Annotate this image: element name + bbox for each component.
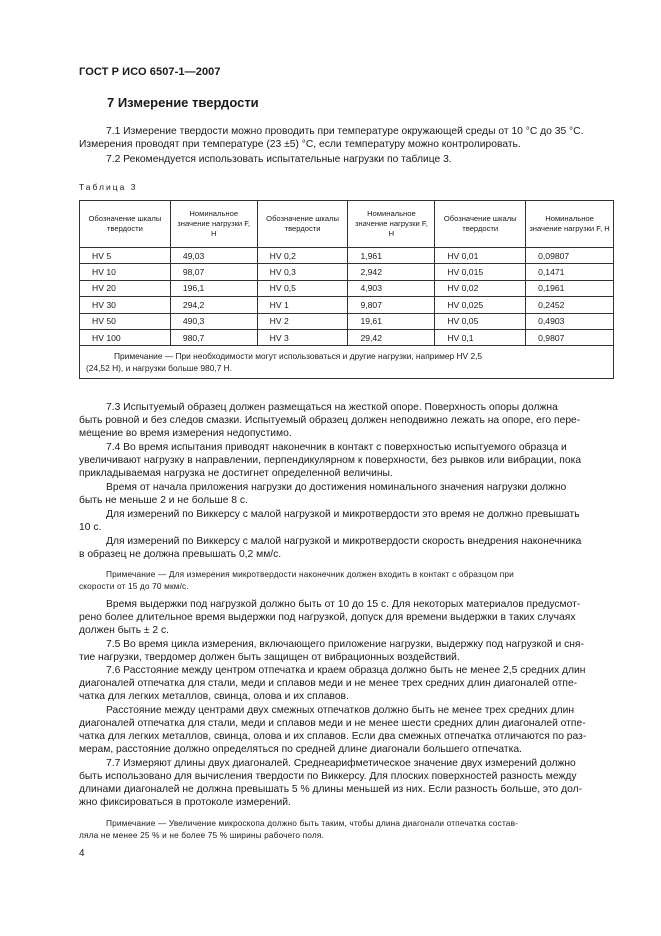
note-microhardness: Примечание — Для измерения микротвердости наконечник должен входить в контакт с образцом при скорости от 15 до 70 мкм/с. <box>79 569 514 591</box>
paragraph-7-6: 7.6 Расстояние между центром отпечатка и краем образца должно быть не менее 2,5 средних длин диагоналей отпечатка для стали, меди и сплавов меди и не менее трех средних длин диагоналей отпе- чатка для легких металлов, свинца, олова и их сплавов. <box>79 665 586 702</box>
table-cell: HV 10 <box>80 264 171 280</box>
table-cell: HV 1 <box>257 297 348 313</box>
table-cell: HV 0,5 <box>257 280 348 296</box>
table-cell: 0,1471 <box>526 264 614 280</box>
table-cell: 0,9807 <box>526 329 614 345</box>
col-header: Номинальное значение нагрузки F, Н <box>170 201 257 248</box>
table-cell: HV 0,2 <box>257 248 348 264</box>
table-cell: 0,4903 <box>526 313 614 329</box>
paragraph-7-3: 7.3 Испытуемый образец должен размещаться на жесткой опоре. Поверхность опоры должна быть ровной и без следов смазки. Испытуемый образец должен неподвижно лежать на опоре, его пере- мещение во время измерения недопустимо. <box>79 402 581 439</box>
col-header: Обозначение шкалы твердости <box>80 201 171 248</box>
col-header: Номинальное значение нагрузки F, Н <box>348 201 435 248</box>
paragraph-7-4-low-load: Для измерений по Виккерсу с малой нагрузкой и микротвердости это время не должно превышать 10 с. <box>79 509 580 533</box>
paragraph-7-1: 7.1 Измерение твердости можно проводить при температуре окружающей среды от 10 °С до 35 °С. Измерения проводят при температуре (23 ±5) °С, если температуру можно контролировать. <box>79 126 584 150</box>
paragraph-7-2: 7.2 Рекомендуется использовать испытательные нагрузки по таблице 3. <box>106 154 452 165</box>
table-cell: 196,1 <box>170 280 257 296</box>
table-note-row <box>80 346 614 379</box>
table-cell: HV 0,05 <box>435 313 526 329</box>
note-microscope: Примечание — Увеличение микроскопа должно быть таким, чтобы длина диагонали отпечатка состав- ляла не менее 25 % и не более 75 % ширины рабочего поля. <box>79 818 519 840</box>
table-cell: HV 30 <box>80 297 171 313</box>
table-cell: 49,03 <box>170 248 257 264</box>
table-cell: 980,7 <box>170 329 257 345</box>
table-cell: 0,09807 <box>526 248 614 264</box>
table-cell: HV 0,3 <box>257 264 348 280</box>
table-cell: 294,2 <box>170 297 257 313</box>
col-header: Обозначение шкалы твердости <box>257 201 348 248</box>
table-row <box>80 264 614 280</box>
loads-table <box>79 200 614 379</box>
table-cell: HV 100 <box>80 329 171 345</box>
section-title: 7 Измерение твердости <box>107 95 259 110</box>
paragraph-7-4-speed: Для измерений по Виккерсу с малой нагрузкой и микротвердости скорость внедрения наконечника в образец не должна превышать 0,2 мм/с. <box>79 536 582 560</box>
table-row <box>80 329 614 345</box>
table-header-row <box>80 201 614 248</box>
paragraph-7-4: 7.4 Во время испытания приводят наконечник в контакт с поверхностью испытуемого образца и увеличивают нагрузку в направлении, перпендикулярном к поверхности, без рывков или вибрации, пока прикладываемая нагрузка не достигнет определенной величины. <box>79 442 582 479</box>
paragraph-7-4-time: Время от начала приложения нагрузки до достижения номинального значения нагрузки должно быть не меньше 2 и не больше 8 с. <box>79 482 567 506</box>
table-cell: 1,961 <box>348 248 435 264</box>
table-cell: 9,807 <box>348 297 435 313</box>
table-cell: 4,903 <box>348 280 435 296</box>
table-cell: HV 5 <box>80 248 171 264</box>
page-number: 4 <box>79 848 85 859</box>
table-row <box>80 297 614 313</box>
paragraph-7-7: 7.7 Измеряют длины двух диагоналей. Среднеарифметическое значение двух измерений должно быть использовано для вычисления твердости по Виккерсу. Для плоских поверхностей разность между длинами диагоналей не должна превышать 5 % длины меньшей из них. Если разность больше, это дол- жно фиксироваться в протоколе измерений. <box>79 758 583 808</box>
table-row <box>80 313 614 329</box>
table-cell: HV 0,025 <box>435 297 526 313</box>
table-cell: 29,42 <box>348 329 435 345</box>
col-header: Номинальное значение нагрузки F, Н <box>526 201 614 248</box>
table-cell: 98,07 <box>170 264 257 280</box>
table-cell: 19,61 <box>348 313 435 329</box>
table-cell: 0,1961 <box>526 280 614 296</box>
table-row <box>80 280 614 296</box>
paragraph-7-5: 7.5 Во время цикла измерения, включающего приложение нагрузки, выдержку под нагрузкой и сня- тие нагрузки, твердомер должен быть защищен от вибрационных воздействий. <box>79 639 584 663</box>
table-cell: HV 0,02 <box>435 280 526 296</box>
table-cell: HV 3 <box>257 329 348 345</box>
table-row <box>80 248 614 264</box>
table-cell: HV 0,01 <box>435 248 526 264</box>
table-cell: HV 0,1 <box>435 329 526 345</box>
table-cell: HV 2 <box>257 313 348 329</box>
paragraph-7-4-dwell: Время выдержки под нагрузкой должно быть от 10 до 15 с. Для некоторых материалов предусмот- рено более длительное время выдержки под нагрузкой, допуск для времени выдержки в таких случаях должен быть ± 2 с. <box>79 599 581 636</box>
table-cell: 0,2452 <box>526 297 614 313</box>
table-cell: 490,3 <box>170 313 257 329</box>
table-cell: HV 50 <box>80 313 171 329</box>
table-cell: 2,942 <box>348 264 435 280</box>
table-note: Примечание — При необходимости могут использоваться и другие нагрузки, например HV 2,5 (24,52 Н), и нагрузки больше 980,7 Н. <box>80 346 614 379</box>
paragraph-7-6-spacing: Расстояние между центрами двух смежных отпечатков должно быть не менее трех средних длин диагоналей отпечатка для стали, меди и сплавов меди и не менее шести средних длин диагоналей отпе- чатка для легких металлов, свинца, олова и их сплавов. Если два смежных отпечатка отличаются по раз- мерам, расстояние должно определяться по средней длине диагонали большего отпечатка. <box>79 705 587 755</box>
document-header: ГОСТ Р ИСО 6507-1—2007 <box>79 66 221 78</box>
table-caption: Таблица 3 <box>79 182 138 192</box>
table-cell: HV 0,015 <box>435 264 526 280</box>
col-header: Обозначение шкалы твердости <box>435 201 526 248</box>
table-cell: HV 20 <box>80 280 171 296</box>
